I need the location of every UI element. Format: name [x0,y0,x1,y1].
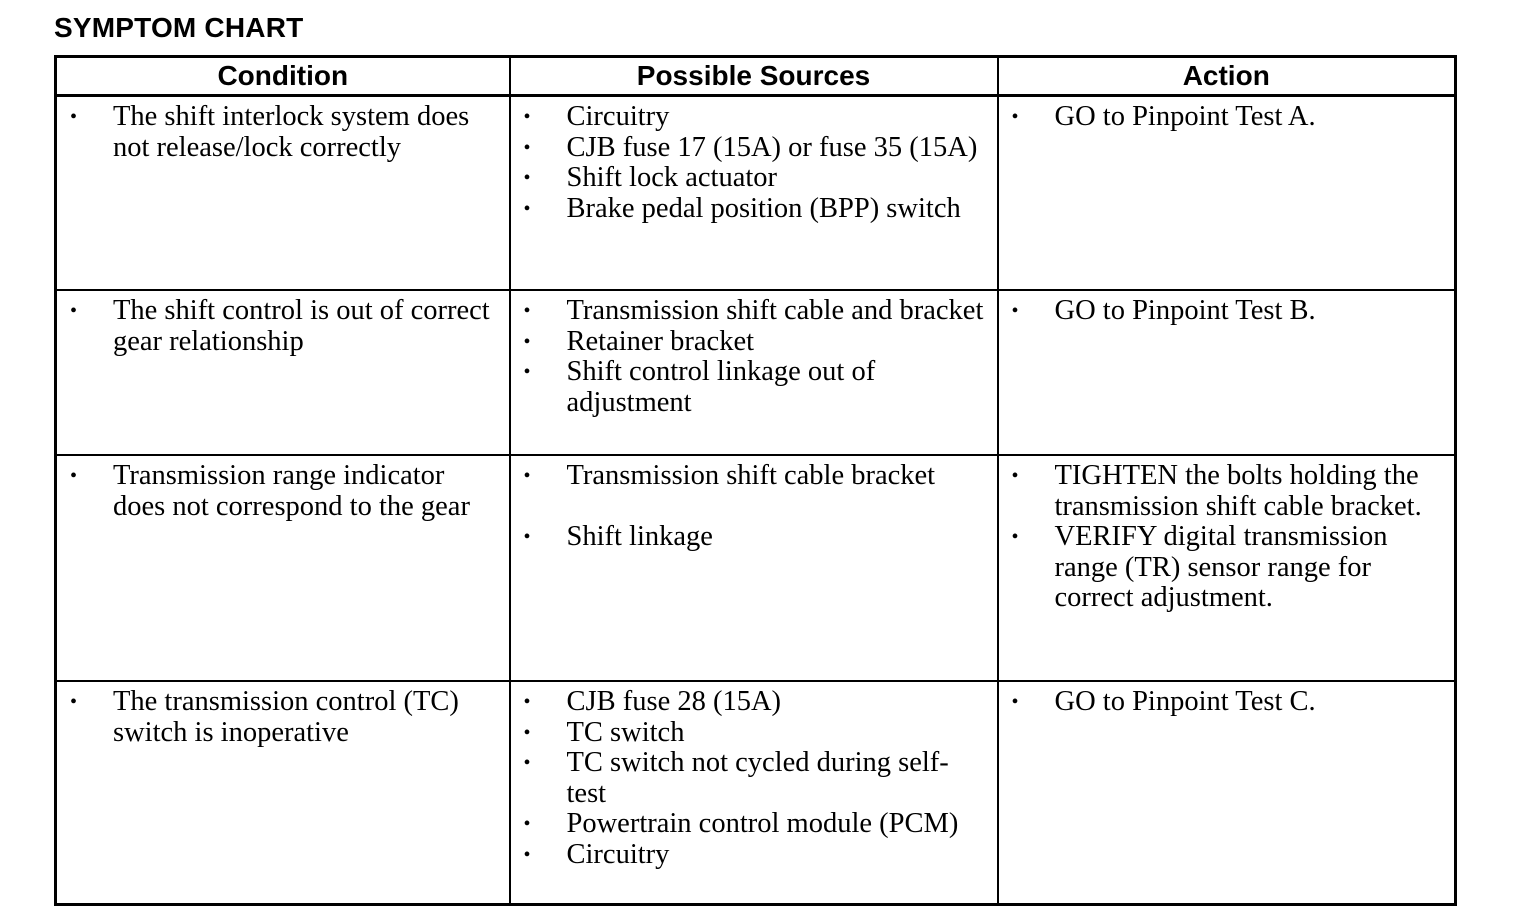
sources-list [521,296,987,418]
condition-list [67,687,499,748]
list-item [1009,102,1445,133]
source-text: Transmission shift cable and bracket [566,295,984,326]
bullet-icon: • [1011,526,1019,549]
list-item [521,327,987,358]
table-header-row [56,57,1456,96]
list-item [1009,461,1445,522]
source-text: Circuitry [566,101,670,132]
action-header: Action [998,57,1456,96]
list-item [521,522,987,553]
action-cell [998,96,1456,291]
list-item [1009,522,1445,614]
action-list [1009,461,1445,614]
bullet-icon: • [1011,691,1019,713]
bullet-icon: • [523,465,531,487]
bullet-icon: • [1011,106,1019,128]
action-text: TIGHTEN the bolts holding the transmission shift cable bracket. [1054,460,1422,522]
sources-cell [510,455,998,681]
bullet-icon: • [1011,300,1019,322]
condition-cell [56,455,510,681]
source-text: Shift lock actuator [566,162,778,194]
list-item [521,687,987,718]
condition-header: Condition [56,57,510,96]
source-text: Retainer bracket [566,325,755,357]
list-item [521,296,987,327]
list-item [67,296,499,357]
source-text: Transmission shift cable bracket [566,460,936,491]
condition-list [67,102,499,163]
condition-text: The shift control is out of correct gear relationship [113,295,490,357]
bullet-icon: • [523,843,531,866]
list-item [1009,296,1445,327]
bullet-icon: • [523,691,531,713]
source-text: CJB fuse 28 (15A) [566,686,782,717]
bullet-icon: • [523,330,531,353]
list-item [67,687,499,748]
sources-list [521,102,987,224]
condition-cell [56,681,510,905]
sources-list [521,461,987,552]
table-row [56,681,1456,905]
list-item [521,461,987,492]
source-text: Brake pedal position (BPP) switch [566,192,961,224]
bullet-icon: • [70,691,78,713]
bullet-icon: • [523,752,531,775]
list-item [521,133,987,164]
bullet-icon: • [70,106,78,128]
source-text: Shift control linkage out of adjustment [566,356,876,418]
source-text: CJB fuse 17 (15A) or fuse 35 (15A) [566,131,978,163]
source-text: Shift linkage [566,520,713,552]
action-cell [998,290,1456,455]
bullet-icon: • [523,361,531,384]
list-item [521,718,987,749]
bullet-icon: • [70,465,78,487]
list-item [521,748,987,809]
bullet-icon: • [523,106,531,128]
condition-list [67,461,499,522]
symptom-table [54,55,1457,906]
bullet-icon: • [523,813,531,836]
condition-text: The transmission control (TC) switch is inoperative [113,686,459,748]
list-item [521,840,987,871]
table-row [56,96,1456,291]
action-list [1009,296,1445,327]
bullet-icon: • [523,167,531,190]
list-item [521,163,987,194]
table-row [56,455,1456,681]
list-item [521,357,987,418]
bullet-icon: • [523,197,531,220]
condition-cell [56,96,510,291]
bullet-icon: • [523,525,531,548]
action-text: GO to Pinpoint Test A. [1054,101,1316,132]
action-list [1009,687,1445,718]
source-text: TC switch [566,716,685,748]
table-row [56,290,1456,455]
action-cell [998,455,1456,681]
sources-list [521,687,987,871]
bullet-icon: • [1011,465,1019,487]
list-item [521,809,987,840]
list-item [521,194,987,225]
condition-list [67,296,499,357]
action-text: GO to Pinpoint Test B. [1054,295,1316,326]
action-text: VERIFY digital transmission range (TR) sensor range for correct adjustment. [1054,521,1388,614]
list-item [67,102,499,163]
bullet-icon: • [523,300,531,322]
source-text: Powertrain control module (PCM) [566,808,959,840]
sources-cell [510,681,998,905]
sources-cell [510,290,998,455]
source-text: TC switch not cycled during self-test [566,747,949,809]
bullet-icon: • [70,300,78,322]
possible-sources-header: Possible Sources [510,57,998,96]
bullet-icon: • [523,721,531,744]
bullet-icon: • [523,136,531,159]
page-title: SYMPTOM CHART [54,12,304,43]
condition-text: Transmission range indicator does not correspond to the gear [113,460,470,522]
action-list [1009,102,1445,133]
sources-cell [510,96,998,291]
condition-text: The shift interlock system does not release/lock correctly [113,101,470,163]
list-item [521,102,987,133]
list-item [1009,687,1445,718]
action-text: GO to Pinpoint Test C. [1054,686,1316,717]
condition-cell [56,290,510,455]
list-item [67,461,499,522]
source-text: Circuitry [566,838,670,870]
action-cell [998,681,1456,905]
